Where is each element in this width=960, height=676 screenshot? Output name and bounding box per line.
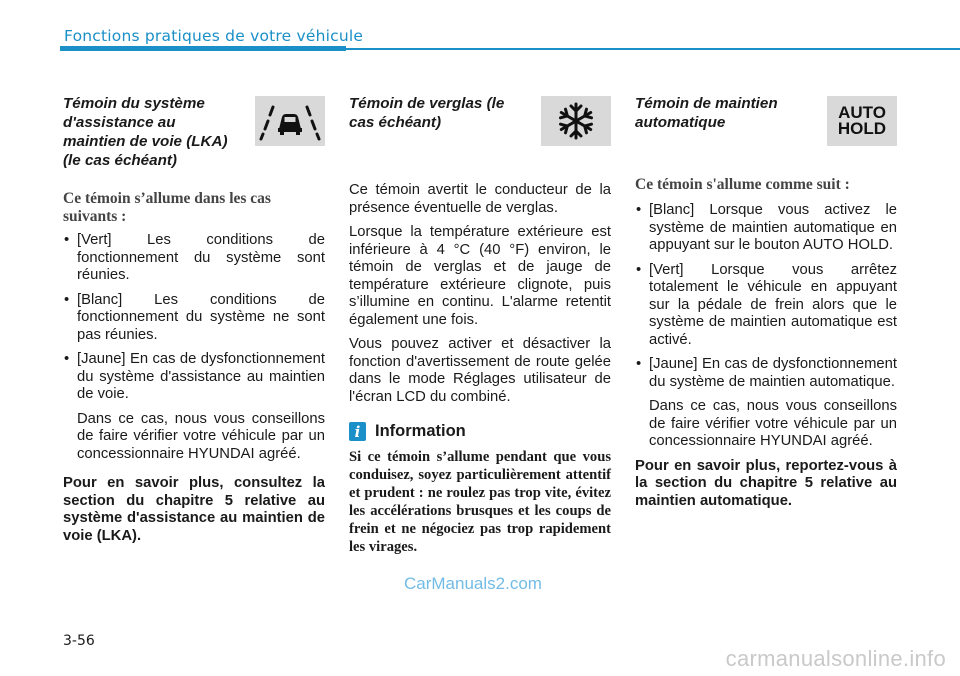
header-accent-bar: [60, 46, 346, 51]
lka-bullet-list: [63, 232, 325, 404]
watermark-carmanualsonline: carmanualsonline.info: [725, 646, 946, 671]
lka-reference-note: Pour en savoir plus, consultez la section du chapitre 5 relative au système d'assistance au maintien de voie (LKA).: [63, 475, 325, 544]
lka-column: [63, 94, 325, 545]
snowflake-icon: [541, 96, 611, 146]
information-text: Si ce témoin s’allume pendant que vous conduisez, soyez particulièrement attentif et prudent : ne roulez pas trop vite, évitez les accélérations brusques et les coups de frein et ne négociez pas trop rapidement les virages.: [349, 449, 611, 555]
list-item: • [Vert] Lorsque vous arrêtez totalement le véhicule en appuyant sur la pédale de frein alors que le système de maintien automatique est activé.: [635, 262, 897, 350]
list-item: • [Vert] Les conditions de fonctionnement du système sont réunies.: [63, 232, 325, 285]
list-item: • [Blanc] Les conditions de fonctionnement du système ne sont pas réunies.: [63, 292, 325, 345]
ice-warning-column: [349, 94, 611, 556]
watermark-carmanuals2: CarManuals2.com: [404, 574, 542, 593]
lane-keeping-icon: [255, 96, 325, 146]
auto-hold-icon: [827, 96, 897, 146]
ice-warning-paragraph: Vous pouvez activer et désactiver la fonction d'avertissement de route gelée dans le mode Réglages utilisateur de l'écran LCD du combiné.: [349, 336, 611, 405]
auto-hold-icon-line: HOLD: [837, 119, 887, 138]
auto-hold-column: [635, 94, 897, 510]
lka-subhead: Ce témoin s’allume dans les cas suivants :: [63, 190, 271, 225]
auto-hold-bullet-list: [635, 202, 897, 391]
list-item: • [Jaune] En cas de dysfonctionnement du système de maintien automatique.: [635, 356, 897, 391]
section-header-title: Fonctions pratiques de votre véhicule: [64, 27, 364, 45]
auto-hold-subhead: Ce témoin s'allume comme suit :: [635, 176, 850, 193]
ice-warning-paragraph: Lorsque la température extérieure est inférieure à 4 °C (40 °F) environ, le témoin de verglas et de jauge de température extérieure clignote, puis s’illumine en continu. L'alarme retentit également une fois.: [349, 224, 611, 328]
information-box-header: [349, 422, 611, 441]
information-label: Information: [375, 422, 466, 440]
list-item: • [Blanc] Lorsque vous activez le système de maintien automatique en appuyant sur le bouton AUTO HOLD.: [635, 202, 897, 255]
auto-hold-reference-note: Pour en savoir plus, reportez-vous à la section du chapitre 5 relative au maintien automatique.: [635, 457, 897, 509]
auto-hold-dealer-note: Dans ce cas, nous vous conseillons de faire vérifier votre véhicule par un concessionnaire HYUNDAI agréé.: [649, 398, 897, 449]
ice-warning-title: Témoin de verglas (le cas échéant): [349, 95, 505, 131]
list-item: • [Jaune] En cas de dysfonctionnement du système d'assistance au maintien de voie.: [63, 351, 325, 404]
lka-dealer-note: Dans ce cas, nous vous conseillons de faire vérifier votre véhicule par un concessionnaire HYUNDAI agréé.: [77, 410, 325, 462]
header-rule: [346, 48, 960, 50]
auto-hold-icon-line: AUTO: [838, 103, 886, 122]
auto-hold-title: Témoin de maintien automatique: [635, 95, 778, 131]
ice-warning-paragraph: Ce témoin avertit le conducteur de la présence éventuelle de verglas.: [349, 182, 611, 216]
lka-title: Témoin du système d'assistance au maintien de voie (LKA) (le cas échéant): [63, 95, 228, 169]
page-number: 3-56: [63, 633, 95, 649]
info-icon: i: [349, 422, 366, 441]
